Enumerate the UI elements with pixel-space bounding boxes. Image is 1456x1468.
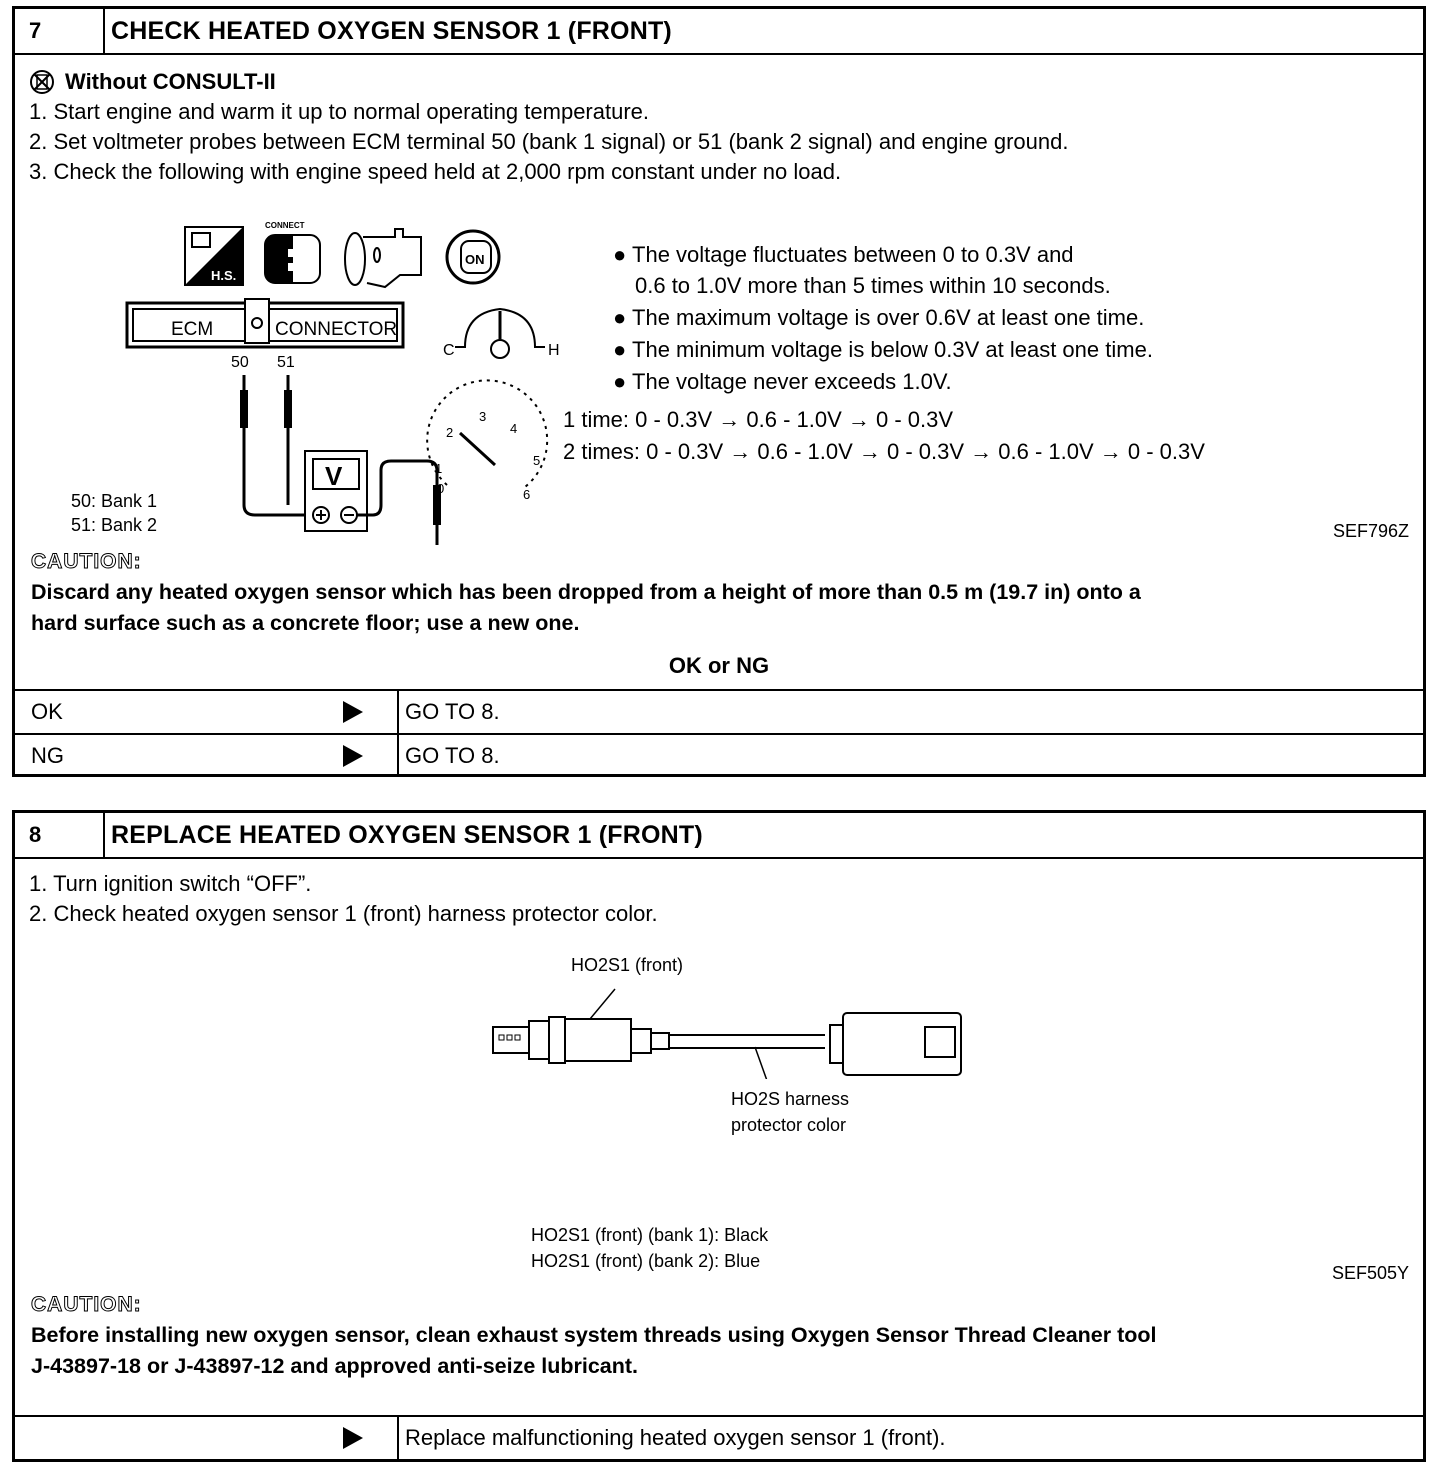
figure-id: SEF505Y bbox=[1331, 1263, 1409, 1283]
criterion-1b: 0.6 to 1.0V more than 5 times within 10 seconds. bbox=[635, 273, 1111, 298]
step-8-block bbox=[12, 810, 1426, 1462]
no-consult-icon bbox=[29, 69, 55, 95]
bank1-color: HO2S1 (front) (bank 1): Black bbox=[531, 1225, 769, 1245]
voltmeter-diagram bbox=[105, 215, 565, 545]
sensor-label: HO2S1 (front) bbox=[571, 955, 684, 975]
svg-text:2: 2 bbox=[446, 425, 454, 440]
cycle-2: 2 times: 0 - 0.3V → 0.6 - 1.0V → 0 - 0.3V → 0.6 - 1.0V → 0 - 0.3V bbox=[563, 439, 1205, 464]
svg-text:50: 50 bbox=[231, 354, 249, 371]
criterion-4: ● The voltage never exceeds 1.0V. bbox=[613, 369, 952, 394]
mode-text: Without CONSULT-II bbox=[65, 69, 276, 94]
result-row-ok[interactable] bbox=[15, 689, 1423, 733]
arrow-right-icon bbox=[343, 1427, 363, 1449]
instruction-1: 1. Turn ignition switch “OFF”. bbox=[29, 871, 312, 896]
caution-label: CAUTION: bbox=[31, 550, 142, 573]
hot-start-icon bbox=[185, 227, 243, 285]
instruction-3: 3. Check the following with engine speed held at 2,000 rpm constant under no load. bbox=[29, 159, 842, 184]
svg-text:6: 6 bbox=[523, 487, 531, 502]
result-action[interactable]: GO TO 8. bbox=[405, 699, 500, 724]
step-title: CHECK HEATED OXYGEN SENSOR 1 (FRONT) bbox=[111, 16, 672, 45]
tachometer-gauge bbox=[427, 380, 547, 502]
svg-text:51: 51 bbox=[277, 354, 295, 371]
result-label: OK bbox=[31, 699, 63, 724]
ecm-connector bbox=[127, 299, 403, 371]
svg-text:5: 5 bbox=[533, 453, 541, 468]
legend-bank2: 51: Bank 2 bbox=[71, 515, 158, 535]
instruction-2: 2. Set voltmeter probes between ECM terminal 50 (bank 1 signal) or 51 (bank 2 signal) and engine ground. bbox=[29, 129, 1069, 154]
svg-text:ECM: ECM bbox=[171, 319, 214, 340]
criterion-2: ● The maximum voltage is over 0.6V at least one time. bbox=[613, 305, 1145, 330]
svg-text:C: C bbox=[443, 342, 455, 359]
instruction-1: 1. Start engine and warm it up to normal operating temperature. bbox=[29, 99, 650, 124]
harness-label-1: HO2S harness bbox=[731, 1089, 850, 1109]
caution-text-2: hard surface such as a concrete floor; use a new one. bbox=[31, 611, 580, 635]
step-number: 8 bbox=[15, 813, 105, 857]
step-7-body bbox=[15, 55, 1423, 645]
svg-text:CONNECTOR: CONNECTOR bbox=[275, 319, 398, 340]
step-title: REPLACE HEATED OXYGEN SENSOR 1 (FRONT) bbox=[111, 820, 703, 849]
step-8-header bbox=[15, 813, 1423, 859]
svg-text:0: 0 bbox=[437, 481, 445, 496]
harness-label-2: protector color bbox=[731, 1115, 847, 1135]
oxygen-sensor-diagram bbox=[485, 979, 965, 1079]
result-row[interactable] bbox=[15, 1415, 1423, 1459]
svg-text:4: 4 bbox=[510, 421, 518, 436]
legend-bank1: 50: Bank 1 bbox=[71, 491, 158, 511]
svg-text:ON: ON bbox=[465, 252, 485, 267]
instruction-2: 2. Check heated oxygen sensor 1 (front) harness protector color. bbox=[29, 901, 658, 926]
ignition-on-icon bbox=[447, 231, 499, 283]
temperature-gauge bbox=[443, 309, 560, 359]
result-header: OK or NG bbox=[668, 653, 770, 678]
caution-text-1: Before installing new oxygen sensor, clean exhaust system threads using Oxygen Sensor Thread Cleaner tool bbox=[31, 1323, 1157, 1347]
caution-label: CAUTION: bbox=[31, 1293, 142, 1316]
result-row-ng[interactable] bbox=[15, 733, 1423, 777]
connect-icon bbox=[265, 221, 320, 283]
result-action[interactable]: Replace malfunctioning heated oxygen sensor 1 (front). bbox=[405, 1425, 946, 1450]
voltmeter bbox=[305, 451, 367, 531]
svg-text:V: V bbox=[325, 461, 343, 491]
svg-text:H: H bbox=[548, 342, 560, 359]
svg-text:3: 3 bbox=[479, 409, 487, 424]
criterion-1: ● The voltage fluctuates between 0 to 0.3V and bbox=[613, 242, 1074, 267]
svg-text:1: 1 bbox=[435, 461, 443, 476]
svg-text:CONNECT: CONNECT bbox=[265, 221, 305, 230]
engine-icon bbox=[345, 229, 421, 287]
arrow-right-icon bbox=[343, 701, 363, 723]
figure-id: SEF796Z bbox=[1332, 521, 1409, 541]
cycle-1: 1 time: 0 - 0.3V → 0.6 - 1.0V → 0 - 0.3V bbox=[563, 407, 954, 432]
caution-text-2: J-43897-18 or J-43897-12 and approved anti-seize lubricant. bbox=[31, 1354, 639, 1378]
arrow-right-icon bbox=[343, 745, 363, 767]
result-label: NG bbox=[31, 743, 64, 768]
result-action[interactable]: GO TO 8. bbox=[405, 743, 500, 768]
step-8-body bbox=[15, 859, 1423, 1415]
step-7-header bbox=[15, 9, 1423, 55]
svg-text:H.S.: H.S. bbox=[211, 268, 237, 283]
mode-label bbox=[29, 69, 276, 95]
bank2-color: HO2S1 (front) (bank 2): Blue bbox=[531, 1251, 761, 1271]
criterion-3: ● The minimum voltage is below 0.3V at least one time. bbox=[613, 337, 1153, 362]
step-number: 7 bbox=[15, 9, 105, 53]
caution-text-1: Discard any heated oxygen sensor which has been dropped from a height of more than 0.5 m (19.7 in) onto a bbox=[31, 580, 1141, 604]
step-7-block bbox=[12, 6, 1426, 777]
